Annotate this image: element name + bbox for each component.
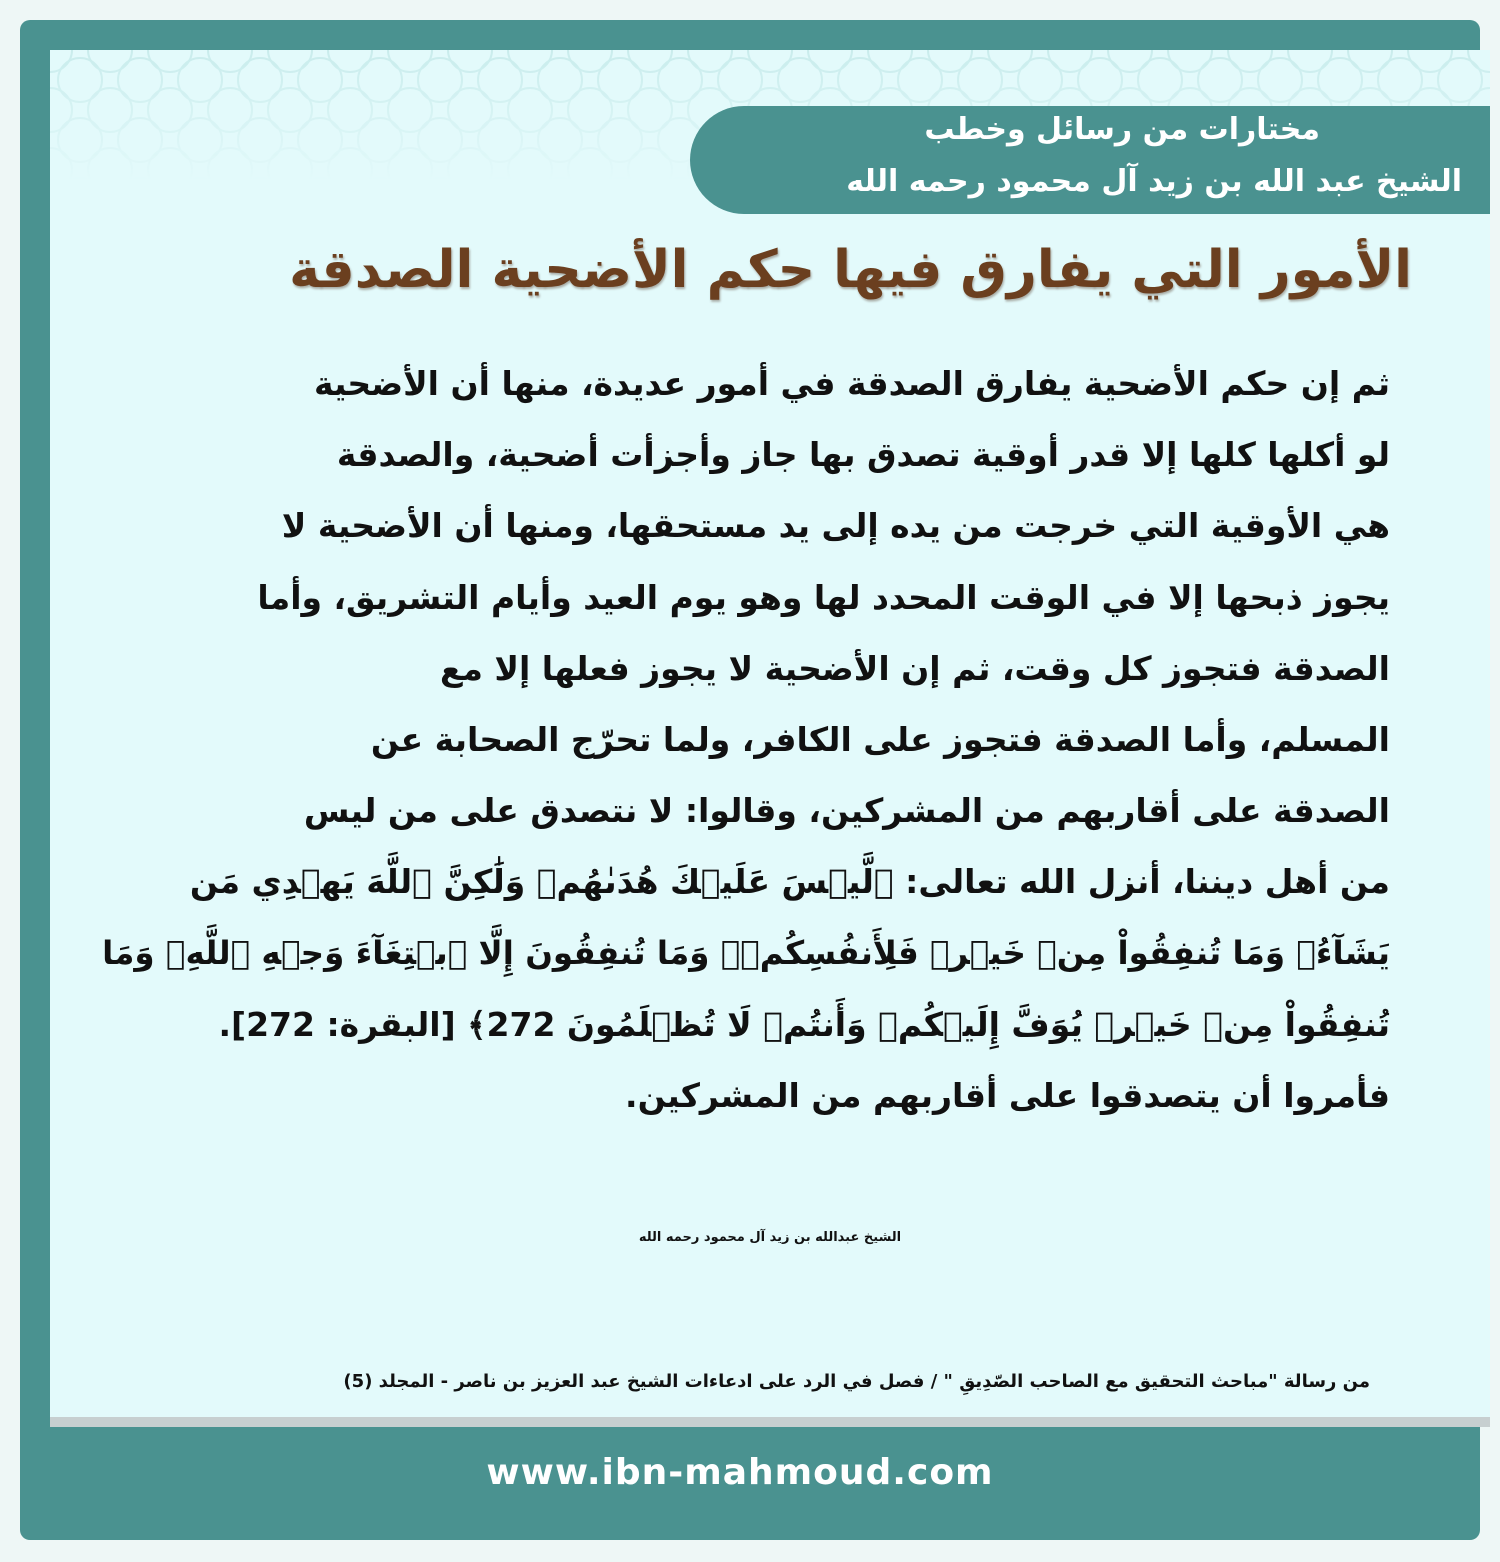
article-title: الأمور التي يفارق فيها حكم الأضحية الصدقة (289, 240, 1412, 300)
author-signature: الشيخ عبدالله بن زيد آل محمود رحمه الله (638, 1230, 902, 1245)
website-link[interactable]: www.ibn-mahmoud.com (486, 1452, 994, 1493)
body-line: الصدقة على أقاربهم من المشركين، وقالوا: لا نتصدق على من ليس (303, 791, 1390, 831)
content-panel (50, 50, 1490, 1427)
body-line: يجوز ذبحها إلا في الوقت المحدد لها وهو يوم العيد وأيام التشريق، وأما (257, 577, 1390, 617)
body-line-quran: من أهل ديننا، أنزل الله تعالى: ﴿لَّيۡسَ عَلَيۡكَ هُدَىٰهُمۡ وَلَٰكِنَّ ٱللَّهَ يَهۡدِي مَن (189, 862, 1390, 902)
article-body (100, 348, 1390, 1131)
source-citation: من رسالة "مباحث التحقيق مع الصاحب الصّدِيقِ " / فصل في الرد على ادعاءات الشيخ عبد العزيز بن ناصر - المجلد (5) (343, 1371, 1370, 1392)
body-line-quran: يَشَآءُۗ وَمَا تُنفِقُواْ مِنۡ خَيۡرٖ فَلِأَنفُسِكُمۡۚ وَمَا تُنفِقُونَ إِلَّا ٱبۡتِغَآءَ وَجۡهِ ٱللَّهِۚ وَمَا (102, 933, 1390, 972)
body-line: المسلم، وأما الصدقة فتجوز على الكافر، ولما تحرّج الصحابة عن (370, 719, 1390, 759)
header-line-1: مختارات من رسائل وخطب (924, 112, 1320, 147)
footer-divider (50, 1417, 1490, 1427)
body-line: هي الأوقية التي خرجت من يده إلى يد مستحقها، ومنها أن الأضحية لا (281, 506, 1390, 546)
body-line: فأمروا أن يتصدقوا على أقاربهم من المشركين. (625, 1075, 1390, 1115)
page-frame (20, 20, 1480, 1540)
header-line-2: الشيخ عبد الله بن زيد آل محمود رحمه الله (846, 164, 1462, 199)
body-line: ثم إن حكم الأضحية يفارق الصدقة في أمور عديدة، منها أن الأضحية (313, 364, 1390, 403)
body-line: لو أكلها كلها إلا قدر أوقية تصدق بها جاز وأجزأت أضحية، والصدقة (336, 435, 1390, 475)
body-line-quran: تُنفِقُواْ مِنۡ خَيۡرٖ يُوَفَّ إِلَيۡكُمۡ وَأَنتُمۡ لَا تُظۡلَمُونَ 272﴾ [البقرة: 272]. (218, 1004, 1390, 1044)
body-line: الصدقة فتجوز كل وقت، ثم إن الأضحية لا يجوز فعلها إلا مع (439, 648, 1390, 688)
